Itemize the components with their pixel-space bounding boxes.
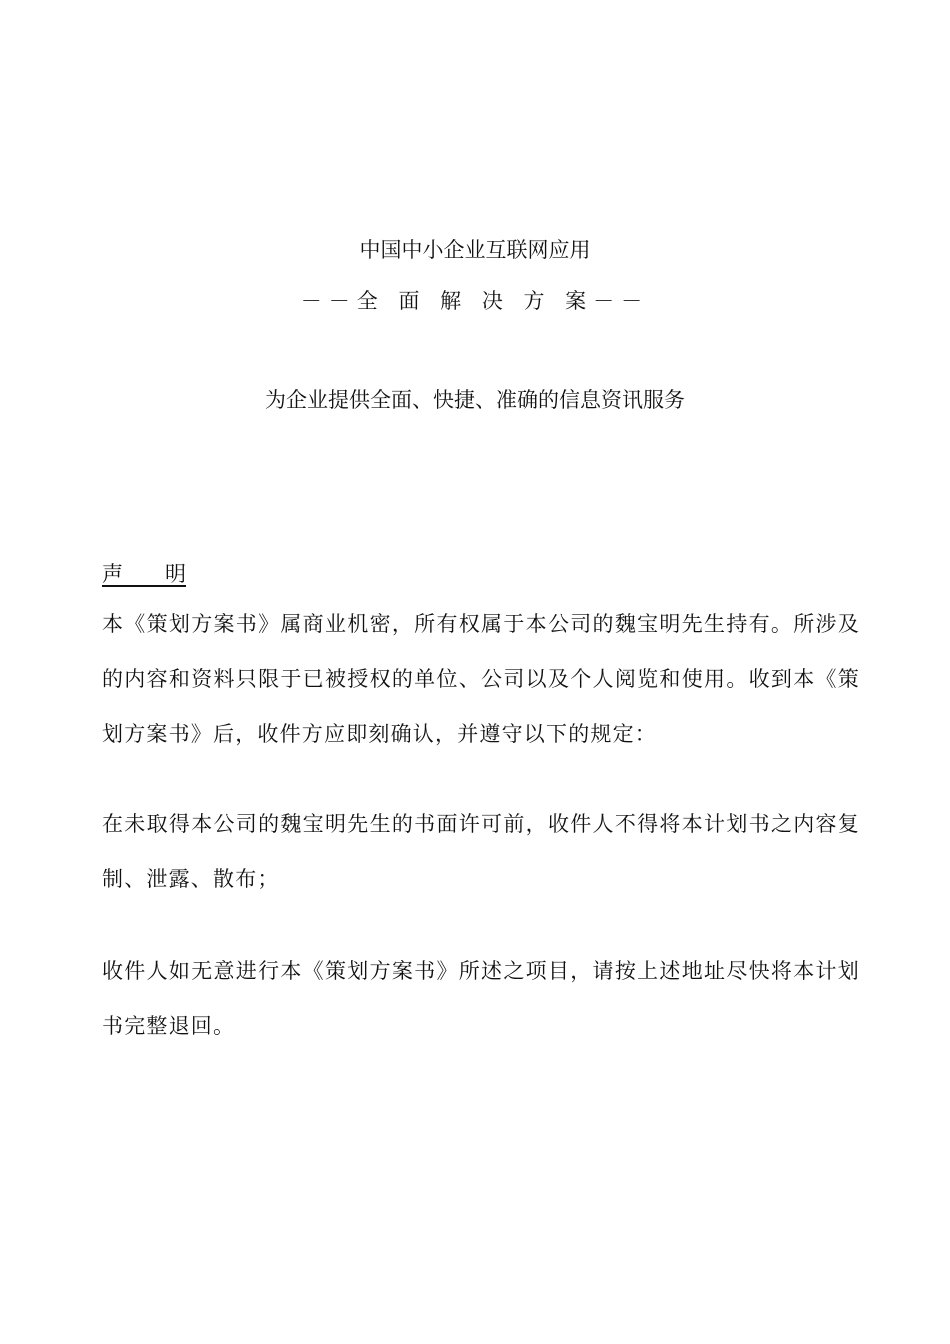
document-tagline: 为企业提供全面、快捷、准确的信息资讯服务: [265, 388, 685, 412]
declaration-paragraph-3: 收件人如无意进行本《策划方案书》所述之项目，请按上述地址尽快将本计划书完整退回。: [102, 959, 860, 1038]
document-subtitle: －－全 面 解 决 方 案－－: [300, 289, 650, 313]
declaration-paragraph-2: 在未取得本公司的魏宝明先生的书面许可前，收件人不得将本计划书之内容复制、泄露、散布；: [102, 812, 860, 891]
declaration-paragraph-1: 本《策划方案书》属商业机密，所有权属于本公司的魏宝明先生持有。所涉及的内容和资料只限于已被授权的单位、公司以及个人阅览和使用。收到本《策划方案书》后，收件方应即刻确认，并遵守以下的规定：: [102, 612, 860, 746]
declaration-heading: 声 明: [102, 562, 186, 586]
document-title: 中国中小企业互联网应用: [359, 238, 591, 262]
